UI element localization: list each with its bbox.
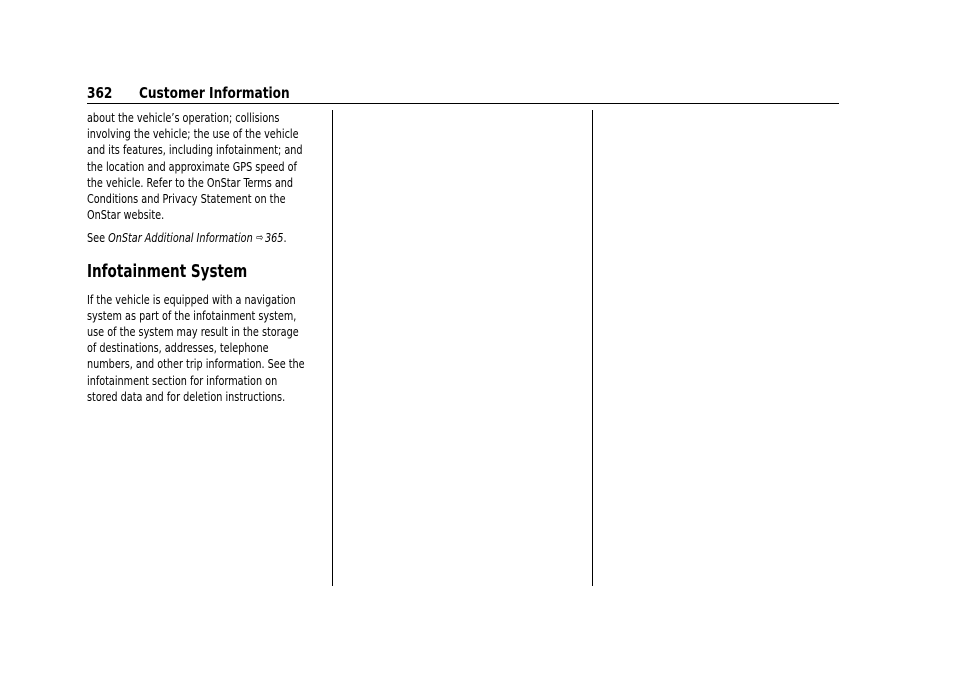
page-number: 362 [87, 84, 113, 102]
infotainment-heading: Infotainment System [87, 261, 248, 282]
section-title: Customer Information [139, 84, 290, 102]
see-reference-paragraph: See OnStar Additional Information ⇨ 365. [87, 230, 287, 246]
intro-paragraph: about the vehicle’s operation; collisions involving the vehicle; the use of the vehicle and its features, including infotainment; and the location and approximate GPS speed of the vehicle. Refer to the OnStar Terms and Conditions and Privacy Statement on the OnStar website. [87, 110, 303, 223]
column-divider-right [592, 110, 593, 586]
see-prefix: See [87, 230, 106, 246]
left-column [87, 110, 337, 405]
infotainment-paragraph: If the vehicle is equipped with a navigation system as part of the infotainment system, use of the system may result in the storage of destinations, addresses, telephone numbers, and other trip information. See the infotainment section for information on stored data and for deletion instructions. [87, 291, 305, 404]
onstar-additional-information-link[interactable]: OnStar Additional Information [108, 230, 253, 246]
page-reference-number[interactable]: 365 [265, 230, 284, 246]
page-header [87, 84, 839, 104]
page-reference-arrow-icon: ⇨ [256, 231, 264, 245]
header-divider [87, 103, 839, 104]
